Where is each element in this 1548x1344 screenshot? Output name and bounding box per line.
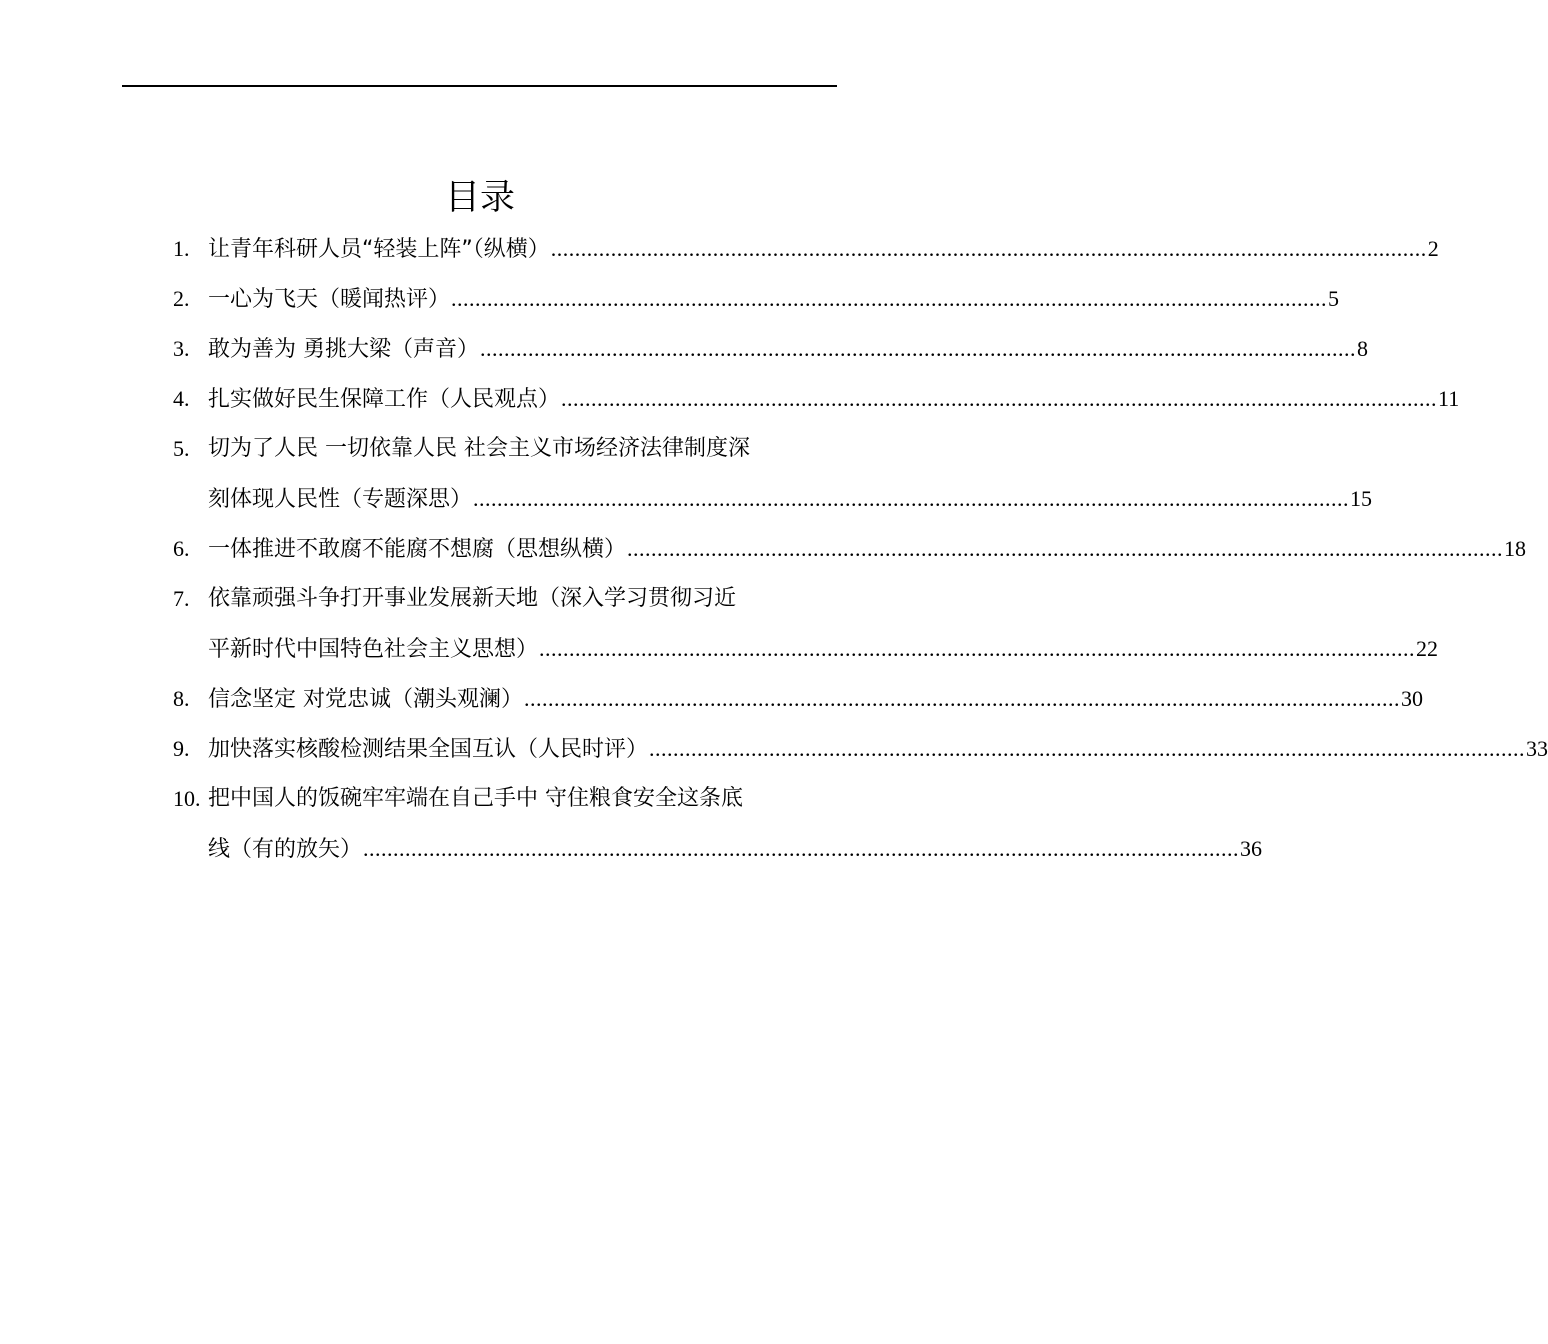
toc-entry-line	[208, 374, 1460, 424]
header-rule	[122, 85, 837, 87]
dot-leader: ..................................................................................................................................................	[524, 686, 1400, 711]
toc-entry-title: 一心为飞天（暖闻热评）	[208, 287, 451, 312]
toc-entry-page-number: 22	[1416, 636, 1439, 661]
toc-entry-line	[208, 274, 1340, 324]
toc-entry-title: 把中国人的饭碗牢牢端在自己手中 守住粮食安全这条底	[208, 786, 743, 811]
toc-entry-number: 9.	[173, 736, 190, 761]
toc-entry[interactable]	[173, 724, 1548, 774]
toc-entry-page-number: 11	[1438, 386, 1460, 411]
toc-entry-page-number: 15	[1350, 486, 1373, 511]
toc-entry-number: 3.	[173, 336, 190, 361]
dot-leader: ..................................................................................................................................................	[363, 836, 1240, 861]
dot-leader: ..................................................................................................................................................	[627, 536, 1504, 561]
dot-leader: ..................................................................................................................................................	[539, 636, 1416, 661]
toc-entry[interactable]	[173, 524, 1527, 574]
toc-entry-number: 6.	[173, 536, 190, 561]
toc-entry-number: 4.	[173, 386, 190, 411]
dot-leader: ..................................................................................................................................................	[473, 486, 1350, 511]
toc-entry-title: 切为了人民 一切依靠人民 社会主义市场经济法律制度深	[208, 436, 750, 461]
toc-entry-title: 敢为善为 勇挑大梁（声音）	[208, 337, 479, 362]
toc-entry-number: 10.	[173, 786, 201, 811]
toc-entry-number: 5.	[173, 436, 190, 461]
toc-entry-number: 8.	[173, 686, 190, 711]
toc-entry-line	[208, 574, 838, 624]
toc-entry-page-number: 5	[1328, 286, 1340, 311]
toc-entry-title: 依靠顽强斗争打开事业发展新天地（深入学习贯彻习近	[208, 586, 737, 611]
dot-leader: ..................................................................................................................................................	[561, 386, 1438, 411]
dot-leader: ..................................................................................................................................................	[451, 286, 1328, 311]
toc-entry[interactable]	[173, 374, 1460, 424]
toc-entry-page-number: 30	[1401, 686, 1423, 711]
toc-entry-title: 刻体现人民性（专题深思）	[208, 487, 473, 512]
toc-entry-number: 1.	[173, 236, 190, 261]
toc-entry[interactable]	[173, 574, 1439, 674]
toc-entry-line	[208, 474, 1373, 524]
toc-entry-line	[208, 424, 838, 474]
toc-entry[interactable]	[173, 424, 1373, 524]
toc-entry-number: 2.	[173, 286, 190, 311]
toc-entry-title: 平新时代中国特色社会主义思想）	[208, 637, 539, 662]
toc-entry-line	[208, 224, 1439, 274]
toc-entry-line	[208, 774, 838, 824]
dot-leader: ..................................................................................................................................................	[550, 236, 1427, 261]
toc-entry[interactable]	[173, 274, 1340, 324]
toc-entry[interactable]	[173, 774, 1263, 874]
toc-entry-line	[208, 824, 1263, 874]
toc-entry-page-number: 8	[1357, 336, 1368, 361]
toc-entry[interactable]	[173, 324, 1368, 374]
toc-entry[interactable]	[173, 674, 1423, 724]
toc-entry-title: 让青年科研人员“轻装上阵”（纵横）	[208, 237, 550, 262]
toc-entry[interactable]	[173, 224, 1439, 274]
toc-entry-line	[208, 324, 1368, 374]
dot-leader: ..................................................................................................................................................	[649, 736, 1526, 761]
toc-entry-number: 7.	[173, 586, 190, 611]
toc-entry-title: 加快落实核酸检测结果全国互认（人民时评）	[208, 737, 649, 762]
toc-entry-title: 一体推进不敢腐不能腐不想腐（思想纵横）	[208, 537, 627, 562]
toc-entry-title: 扎实做好民生保障工作（人民观点）	[208, 387, 561, 412]
toc-entry-line	[208, 674, 1423, 724]
toc-entry-page-number: 33	[1526, 736, 1548, 761]
toc-title: 目录	[444, 178, 515, 218]
toc-entry-line	[208, 524, 1527, 574]
toc-entry-title: 线（有的放矢）	[208, 837, 363, 862]
table-of-contents	[173, 224, 1548, 874]
toc-entry-line	[208, 724, 1548, 774]
toc-entry-title: 信念坚定 对党忠诚（潮头观澜）	[208, 687, 523, 712]
toc-entry-page-number: 36	[1240, 836, 1263, 861]
toc-entry-page-number: 2	[1427, 236, 1439, 261]
toc-entry-line	[208, 624, 1439, 674]
toc-entry-page-number: 18	[1504, 536, 1527, 561]
dot-leader: ..................................................................................................................................................	[480, 336, 1356, 361]
